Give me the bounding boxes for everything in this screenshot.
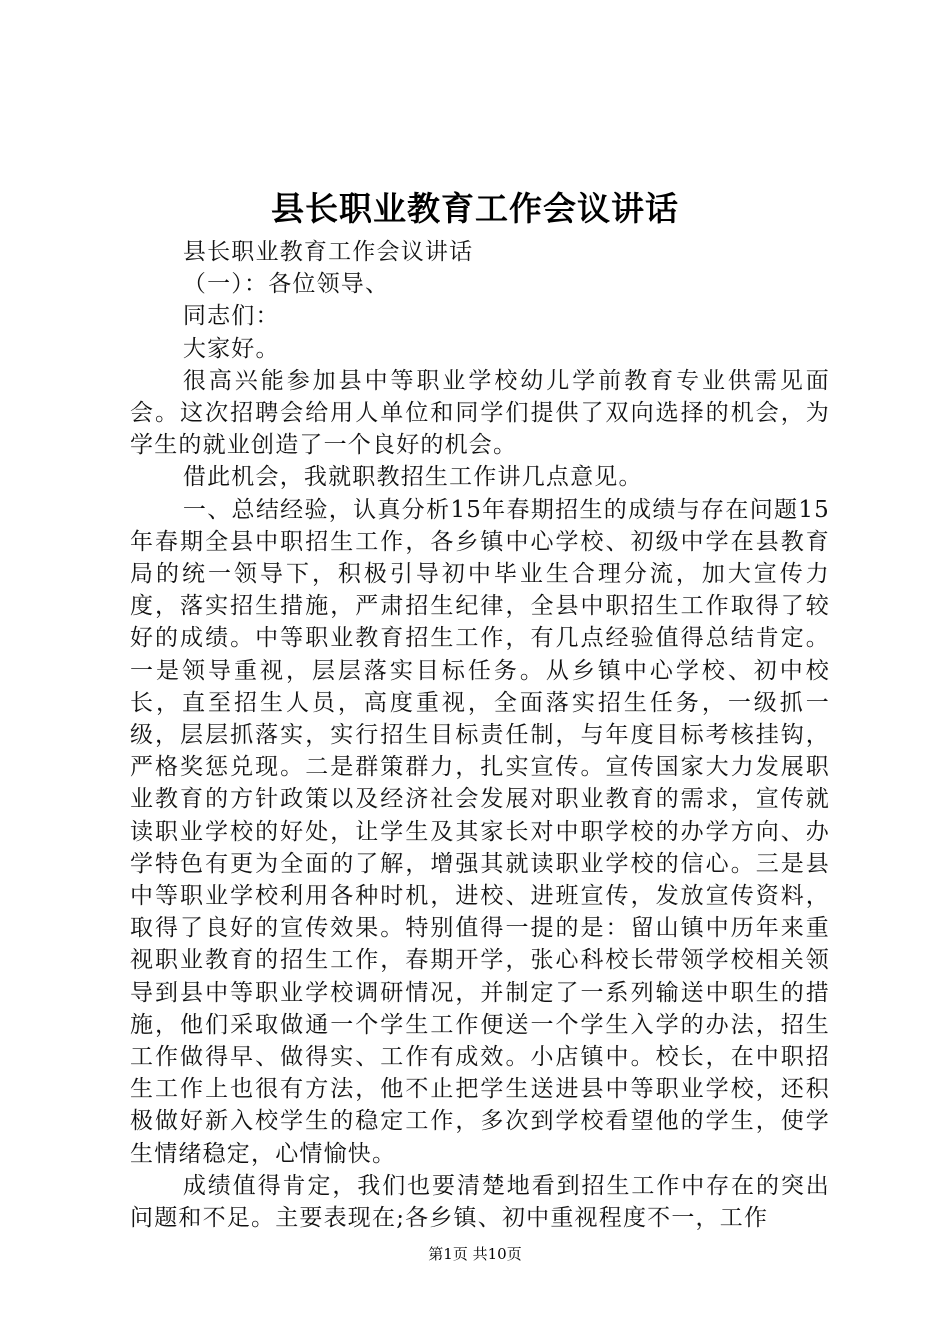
page-number-footer: 第1页 共10页: [428, 1245, 522, 1263]
document-title: 县长职业教育工作会议讲话: [271, 189, 679, 228]
paragraph-opinions: 借此机会，我就职教招生工作讲几点意见。: [182, 464, 643, 491]
paragraph-subtitle: 县长职业教育工作会议讲话: [182, 239, 474, 265]
paragraph-greeting: 大家好。: [182, 335, 280, 362]
document-body: [130, 236, 830, 1234]
paragraph-summary: 一、总结经验，认真分析15年春期招生的成绩与存在问题15年春期全县中职招生工作，各乡镇中心学校、初级中学在县教育局的统一领导下，积极引导初中毕业生合理分流，加大宣传力度，落实招生措施，严肃招生纪律，全县中职招生工作取得了较好的成绩。中等职业教育招生工作，有几点经验值得总结肯定。一是领导重视，层层落实目标任务。从乡镇中心学校、初中校长，直至招生人员，高度重视，全面落实招生任务，一级抓一级，层层抓落实，实行招生目标责任制，与年度目标考核挂钩，严格奖惩兑现。二是群策群力，扎实宣传。宣传国家大力发展职业教育的方针政策以及经济社会发展对职业教育的需求，宣传就读职业学校的好处，让学生及其家长对中职学校的办学方向、办学特色有更为全面的了解，增强其就读职业学校的信心。三是县中等职业学校利用各种时机，进校、进班宣传，发放宣传资料，取得了良好的宣传效果。特别值得一提的是：留山镇中历年来重视职业教育的招生工作，春期开学，张心科校长带领学校相关领导到县中等职业学校调研情况，并制定了一系列输送中职生的措施，他们采取做通一个学生工作便送一个学生入学的办法，招生工作做得早、做得实、工作有成效。小店镇中。校长，在中职招生工作上也很有方法，他不止把学生送进县中等职业学校，还积极做好新入校学生的稳定工作，多次到学校看望他的学生，使学生情绪稳定，心情愉快。: [130, 496, 830, 1167]
paragraph-problems: 成绩值得肯定，我们也要清楚地看到招生工作中存在的突出问题和不足。主要表现在;各乡镇、初中重视程度不一，工作: [130, 1172, 830, 1232]
paragraph-salutation-1: （一）：各位领导、: [182, 271, 390, 298]
paragraph-intro: 很高兴能参加县中等职业学校幼儿学前教育专业供需见面会。这次招聘会给用人单位和同学们提供了双向选择的机会，为学生的就业创造了一个良好的机会。: [130, 367, 830, 459]
paragraph-salutation-2: 同志们：: [182, 303, 280, 330]
